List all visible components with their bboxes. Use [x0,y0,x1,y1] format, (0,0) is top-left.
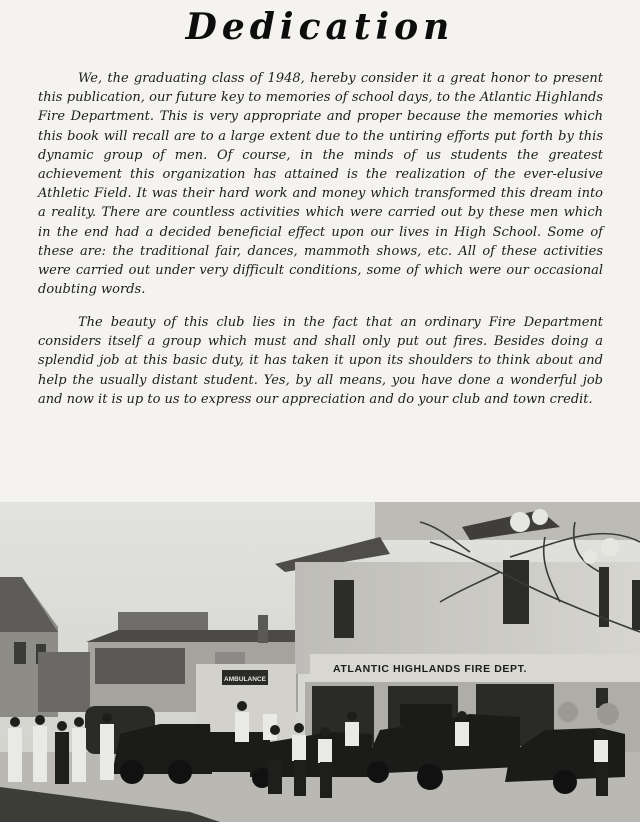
fire-dept-sign: ATLANTIC HIGHLANDS FIRE DEPT. [333,663,527,675]
ambulance-sign: AMBULANCE [224,676,266,683]
fire-department-photo [0,502,640,822]
dedication-paragraph-2: The beauty of this club lies in the fact that an ordinary Fire Department considers itself a group which must and shall only put out fires. Besides doing a splendid job at this basic duty, it has taken it upon its shoulders to think about and help the usually distant student. Yes, by all means, you have done a wonderful job and now it is up to us to express our appreciation and do your club and town credit. [38,315,603,407]
page-title: Dedication [185,6,455,48]
dedication-paragraph-1: We, the graduating class of 1948, hereby consider it a great honor to present this publication, our future key to memories of school days, to the Atlantic Highlands Fire Department. This is very appropriate and proper because the memories which this book will recall are to a large extent due to the untiring efforts put forth by this dynamic group of men. Of course, in the minds of us students the greatest achievement this organization has attained is the realization of the ever-elusive Athletic Field. It was their hard work and money which transformed this dream into a reality. There are countless activities which were carried out by these men which in the end had a decided beneficial effect upon our lives in High School. Some of these are: the traditional fair, dances, mammoth shows, etc. All of these activities were carried out under very difficult conditions, some of which were our occasional doubting words. [38,71,603,298]
